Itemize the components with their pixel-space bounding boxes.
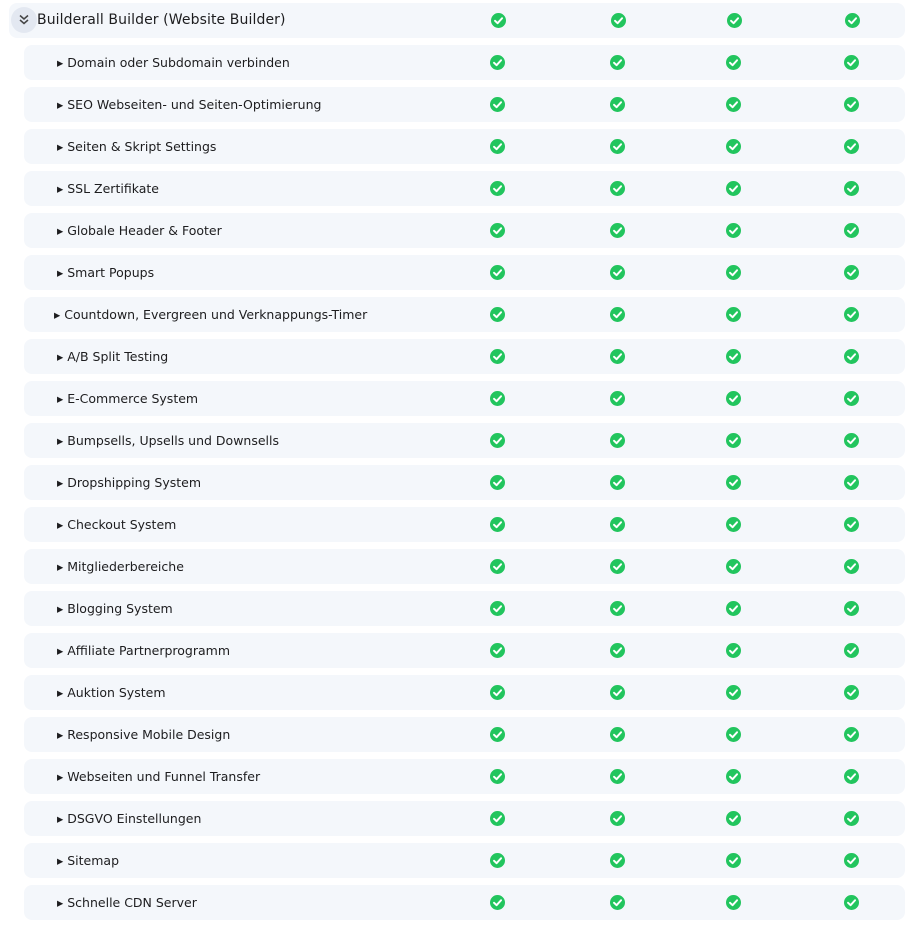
feature-label: ▸ Auktion System [57, 685, 166, 700]
check-circle-icon [844, 727, 859, 742]
check-circle-icon [490, 769, 505, 784]
check-circle-icon [610, 97, 625, 112]
check-circle-icon [490, 475, 505, 490]
feature-row[interactable] [24, 843, 905, 878]
check-circle-icon [726, 223, 741, 238]
check-circle-icon [610, 433, 625, 448]
check-circle-icon [610, 559, 625, 574]
feature-row[interactable] [24, 297, 905, 332]
feature-row[interactable] [24, 213, 905, 248]
feature-label: ▸ Responsive Mobile Design [57, 727, 231, 742]
check-circle-icon [610, 391, 625, 406]
feature-row[interactable] [24, 633, 905, 668]
double-chevron-down-icon[interactable] [11, 7, 37, 33]
check-circle-icon [726, 181, 741, 196]
check-circle-icon [490, 391, 505, 406]
check-circle-icon [726, 517, 741, 532]
check-circle-icon [490, 601, 505, 616]
feature-row[interactable] [24, 465, 905, 500]
check-circle-icon [610, 895, 625, 910]
check-circle-icon [844, 139, 859, 154]
feature-label: ▸ Bumpsells, Upsells und Downsells [57, 433, 280, 448]
feature-label: ▸ Seiten & Skript Settings [57, 139, 217, 154]
check-circle-icon [491, 13, 506, 28]
feature-row[interactable] [24, 339, 905, 374]
check-circle-icon [726, 727, 741, 742]
feature-label: ▸ Webseiten und Funnel Transfer [57, 769, 261, 784]
check-circle-icon [726, 475, 741, 490]
feature-row[interactable] [24, 255, 905, 290]
check-circle-icon [610, 853, 625, 868]
check-circle-icon [610, 55, 625, 70]
check-circle-icon [844, 601, 859, 616]
check-circle-icon [726, 811, 741, 826]
feature-row[interactable] [24, 759, 905, 794]
feature-label: ▸ Blogging System [57, 601, 173, 616]
check-circle-icon [490, 559, 505, 574]
check-circle-icon [490, 97, 505, 112]
check-circle-icon [726, 265, 741, 280]
check-circle-icon [844, 433, 859, 448]
feature-label: ▸ Checkout System [57, 517, 177, 532]
check-circle-icon [726, 97, 741, 112]
check-circle-icon [610, 643, 625, 658]
check-circle-icon [610, 349, 625, 364]
check-circle-icon [490, 223, 505, 238]
feature-label: ▸ Dropshipping System [57, 475, 202, 490]
check-circle-icon [844, 475, 859, 490]
feature-label: ▸ Smart Popups [57, 265, 155, 280]
check-circle-icon [844, 181, 859, 196]
check-circle-icon [726, 685, 741, 700]
feature-row[interactable] [24, 381, 905, 416]
check-circle-icon [844, 97, 859, 112]
check-circle-icon [844, 307, 859, 322]
section-title: Builderall Builder (Website Builder) [37, 12, 286, 28]
feature-row[interactable] [24, 675, 905, 710]
check-circle-icon [844, 643, 859, 658]
feature-row[interactable] [24, 549, 905, 584]
check-circle-icon [490, 643, 505, 658]
check-circle-icon [610, 811, 625, 826]
check-circle-icon [844, 55, 859, 70]
check-circle-icon [490, 55, 505, 70]
feature-row[interactable] [24, 45, 905, 80]
feature-label: ▸ SSL Zertifikate [57, 181, 159, 196]
check-circle-icon [726, 349, 741, 364]
check-circle-icon [844, 853, 859, 868]
check-circle-icon [610, 307, 625, 322]
check-circle-icon [726, 853, 741, 868]
check-circle-icon [611, 13, 626, 28]
check-circle-icon [726, 769, 741, 784]
check-circle-icon [490, 895, 505, 910]
check-circle-icon [844, 559, 859, 574]
check-circle-icon [844, 895, 859, 910]
check-circle-icon [610, 223, 625, 238]
feature-label: ▸ SEO Webseiten- und Seiten-Optimierung [57, 97, 322, 112]
check-circle-icon [610, 265, 625, 280]
feature-row[interactable] [24, 87, 905, 122]
check-circle-icon [490, 685, 505, 700]
feature-row[interactable] [24, 507, 905, 542]
check-circle-icon [610, 475, 625, 490]
check-circle-icon [490, 139, 505, 154]
check-circle-icon [490, 811, 505, 826]
feature-row[interactable] [24, 171, 905, 206]
section-header[interactable] [9, 3, 905, 38]
check-circle-icon [610, 685, 625, 700]
feature-label: ▸ Globale Header & Footer [57, 223, 222, 238]
check-circle-icon [726, 601, 741, 616]
check-circle-icon [610, 769, 625, 784]
check-circle-icon [844, 517, 859, 532]
check-circle-icon [845, 13, 860, 28]
check-circle-icon [490, 853, 505, 868]
feature-label: ▸ Affiliate Partnerprogramm [57, 643, 231, 658]
check-circle-icon [844, 811, 859, 826]
check-circle-icon [726, 559, 741, 574]
check-circle-icon [844, 223, 859, 238]
check-circle-icon [490, 517, 505, 532]
feature-label: ▸ Sitemap [57, 853, 120, 868]
feature-label: ▸ DSGVO Einstellungen [57, 811, 202, 826]
check-circle-icon [490, 433, 505, 448]
check-circle-icon [490, 349, 505, 364]
check-circle-icon [490, 727, 505, 742]
check-circle-icon [610, 517, 625, 532]
feature-label: ▸ Schnelle CDN Server [57, 895, 197, 910]
feature-row[interactable] [24, 129, 905, 164]
check-circle-icon [490, 307, 505, 322]
check-circle-icon [844, 349, 859, 364]
feature-label: ▸ Countdown, Evergreen und Verknappungs-Timer [54, 307, 368, 322]
feature-row[interactable] [24, 885, 905, 920]
check-circle-icon [844, 685, 859, 700]
check-circle-icon [726, 391, 741, 406]
check-circle-icon [610, 727, 625, 742]
check-circle-icon [727, 13, 742, 28]
check-circle-icon [490, 181, 505, 196]
check-circle-icon [726, 895, 741, 910]
check-circle-icon [726, 433, 741, 448]
check-circle-icon [610, 601, 625, 616]
check-circle-icon [726, 55, 741, 70]
feature-row[interactable] [24, 717, 905, 752]
feature-row[interactable] [24, 591, 905, 626]
check-circle-icon [490, 265, 505, 280]
check-circle-icon [726, 307, 741, 322]
check-circle-icon [726, 643, 741, 658]
feature-label: ▸ Mitgliederbereiche [57, 559, 184, 574]
feature-row[interactable] [24, 423, 905, 458]
check-circle-icon [610, 181, 625, 196]
feature-label: ▸ A/B Split Testing [57, 349, 169, 364]
check-circle-icon [610, 139, 625, 154]
feature-row[interactable] [24, 801, 905, 836]
check-circle-icon [844, 769, 859, 784]
check-circle-icon [726, 139, 741, 154]
check-circle-icon [844, 265, 859, 280]
check-circle-icon [844, 391, 859, 406]
feature-label: ▸ E-Commerce System [57, 391, 199, 406]
feature-label: ▸ Domain oder Subdomain verbinden [57, 55, 290, 70]
